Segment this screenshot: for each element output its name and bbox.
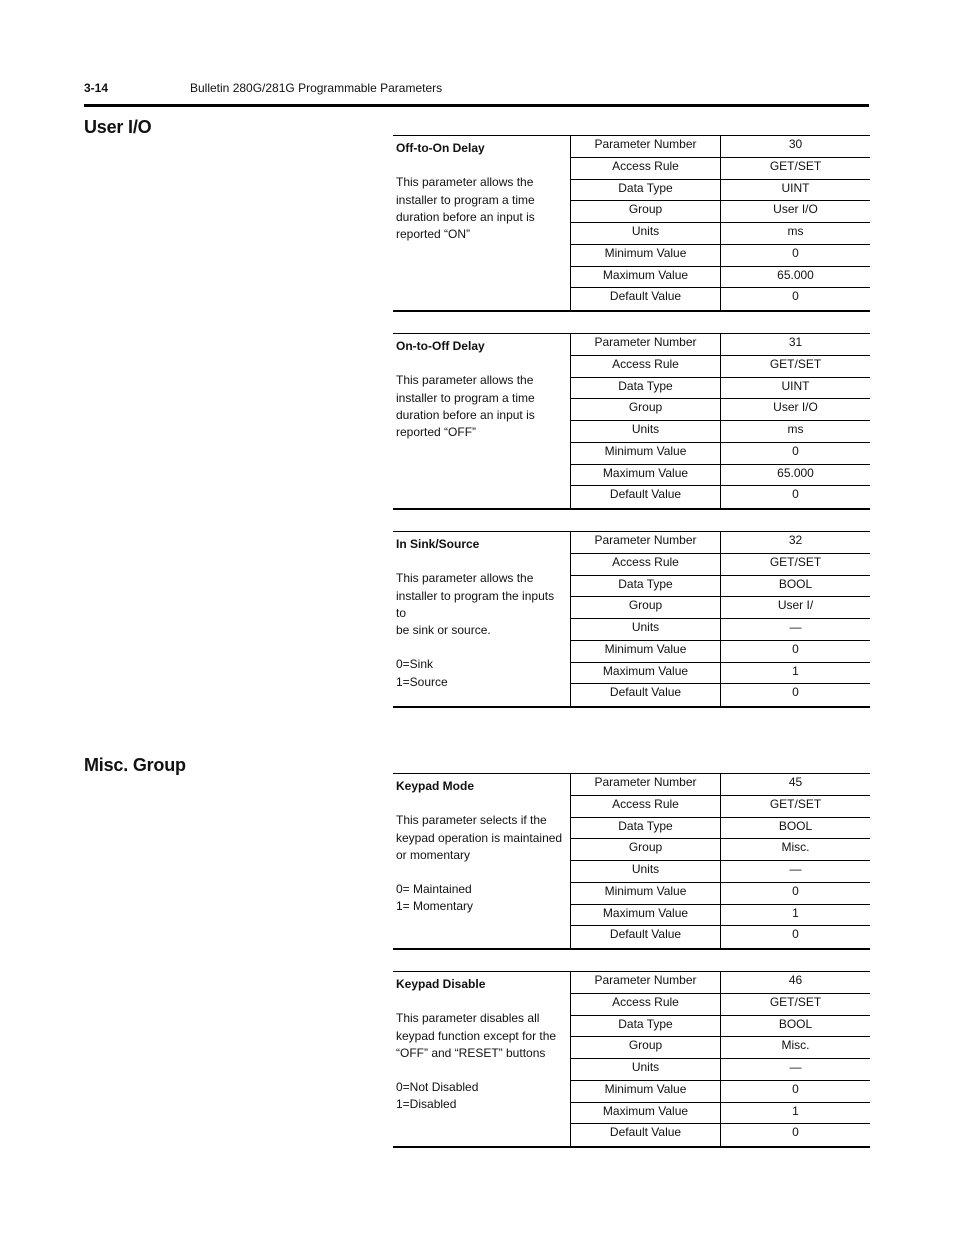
param-row-value: GET/SET <box>769 554 822 569</box>
param-row <box>571 158 870 180</box>
param-row-value: 65.000 <box>777 267 814 282</box>
param-row-value: 1 <box>792 1103 799 1118</box>
param-row-value: 0 <box>792 245 799 260</box>
param-row-value: Misc. <box>781 1038 810 1053</box>
param-description: This parameter allows the installer to program a time duration before an input is reported “OFF” <box>396 373 535 440</box>
param-row-value: 0 <box>792 883 799 898</box>
param-row <box>571 796 870 818</box>
param-row-label: Minimum Value <box>571 883 721 904</box>
param-row <box>571 356 870 378</box>
param-table <box>393 135 870 312</box>
param-name: Off-to-On Delay <box>396 141 485 155</box>
param-row <box>571 378 870 400</box>
param-row <box>571 245 870 267</box>
param-row-value: ms <box>787 224 804 238</box>
param-table <box>393 971 870 1148</box>
param-row-label: Default Value <box>571 486 721 508</box>
param-row <box>571 223 870 245</box>
param-row <box>571 1081 870 1103</box>
section-title-user-io: User I/O <box>84 117 152 137</box>
param-row-value: GET/SET <box>769 158 822 173</box>
param-row <box>571 905 870 927</box>
param-attributes <box>571 774 870 948</box>
param-row-label: Data Type <box>571 576 721 597</box>
param-row-label: Maximum Value <box>571 1103 721 1124</box>
param-description-cell <box>393 136 571 310</box>
param-row-label: Access Rule <box>571 994 721 1015</box>
param-row <box>571 443 870 465</box>
param-table <box>393 773 870 950</box>
param-row-label: Maximum Value <box>571 267 721 288</box>
param-row <box>571 334 870 356</box>
param-row <box>571 1037 870 1059</box>
param-table <box>393 531 870 708</box>
param-row-label: Units <box>571 1059 721 1080</box>
param-row-value: User I/ <box>777 598 814 613</box>
param-row-label: Parameter Number <box>571 136 721 157</box>
param-options: 0= Maintained 1= Momentary <box>396 882 474 914</box>
param-row <box>571 532 870 554</box>
param-row <box>571 1103 870 1125</box>
param-row-label: Minimum Value <box>571 1081 721 1102</box>
param-row <box>571 972 870 994</box>
param-row <box>571 926 870 948</box>
param-description-cell <box>393 774 571 948</box>
param-row <box>571 597 870 619</box>
param-row <box>571 641 870 663</box>
param-description: This parameter selects if the keypad operation is maintained or momentary <box>396 813 563 862</box>
param-row-label: Default Value <box>571 288 721 310</box>
param-row <box>571 818 870 840</box>
param-row-label: Group <box>571 597 721 618</box>
param-row-label: Access Rule <box>571 796 721 817</box>
param-row-label: Data Type <box>571 180 721 201</box>
param-row-label: Data Type <box>571 1016 721 1037</box>
param-row-label: Minimum Value <box>571 443 721 464</box>
param-row <box>571 883 870 905</box>
param-row <box>571 839 870 861</box>
param-row-value: BOOL <box>778 1016 813 1031</box>
param-name: On-to-Off Delay <box>396 339 485 353</box>
param-row <box>571 201 870 223</box>
param-row <box>571 619 870 641</box>
param-attributes <box>571 532 870 706</box>
param-row <box>571 554 870 576</box>
param-row <box>571 684 870 706</box>
param-row-value: User I/O <box>773 400 818 415</box>
param-row-value: 0 <box>792 641 799 656</box>
param-row-value: 0 <box>792 1081 799 1096</box>
param-row-value: BOOL <box>778 576 813 591</box>
param-name: Keypad Disable <box>396 977 486 991</box>
param-row-value: User I/O <box>773 202 818 217</box>
param-name: In Sink/Source <box>396 537 480 551</box>
param-attributes <box>571 972 870 1146</box>
param-row-value: — <box>789 1060 802 1074</box>
param-row-label: Maximum Value <box>571 905 721 926</box>
param-row-label: Default Value <box>571 684 721 706</box>
param-row-label: Group <box>571 201 721 222</box>
running-title: Bulletin 280G/281G Programmable Parameters <box>190 81 443 95</box>
param-row-label: Parameter Number <box>571 972 721 993</box>
param-attributes <box>571 136 870 310</box>
param-row-label: Minimum Value <box>571 641 721 662</box>
param-row-label: Units <box>571 223 721 244</box>
param-row-value: ms <box>787 422 804 436</box>
param-options: 0=Sink 1=Source <box>396 657 448 689</box>
param-row-value: 1 <box>792 663 799 678</box>
param-table <box>393 333 870 510</box>
param-row <box>571 180 870 202</box>
param-row-label: Group <box>571 839 721 860</box>
param-row-value: 46 <box>788 973 803 987</box>
param-row-value: 0 <box>792 685 799 700</box>
param-row-value: UINT <box>781 378 810 393</box>
param-row-value: 31 <box>788 335 803 349</box>
param-row-value: GET/SET <box>769 356 822 371</box>
param-row <box>571 994 870 1016</box>
param-row <box>571 774 870 796</box>
param-row-value: GET/SET <box>769 796 822 811</box>
param-row-value: 30 <box>788 137 803 151</box>
param-description: This parameter allows the installer to program a time duration before an input is reported “ON” <box>396 175 535 242</box>
param-row-value: BOOL <box>778 818 813 833</box>
param-row <box>571 136 870 158</box>
param-row <box>571 861 870 883</box>
param-row-label: Units <box>571 421 721 442</box>
param-row-label: Parameter Number <box>571 532 721 553</box>
param-row <box>571 663 870 685</box>
param-row <box>571 399 870 421</box>
param-row-label: Group <box>571 399 721 420</box>
page-header <box>84 80 869 107</box>
param-description-cell <box>393 334 571 508</box>
param-row-value: — <box>789 862 802 876</box>
param-row-value: 0 <box>792 1125 799 1140</box>
param-row-value: UINT <box>781 180 810 195</box>
param-row <box>571 421 870 443</box>
param-row-label: Default Value <box>571 1124 721 1146</box>
param-row-value: 65.000 <box>777 465 814 480</box>
param-name: Keypad Mode <box>396 779 475 793</box>
param-description: This parameter allows the installer to program the inputs to be sink or source. <box>396 571 555 638</box>
param-row-value: 0 <box>792 443 799 458</box>
param-row-value: 0 <box>792 927 799 942</box>
param-row-value: 1 <box>792 905 799 920</box>
param-row-label: Parameter Number <box>571 774 721 795</box>
page-number: 3-14 <box>84 81 109 95</box>
param-row-value: 45 <box>788 775 803 789</box>
param-row-label: Data Type <box>571 818 721 839</box>
param-row-label: Access Rule <box>571 356 721 377</box>
param-row <box>571 486 870 508</box>
param-options: 0=Not Disabled 1=Disabled <box>396 1080 479 1112</box>
param-row-value: — <box>789 620 802 634</box>
param-row-label: Default Value <box>571 926 721 948</box>
param-row-label: Maximum Value <box>571 465 721 486</box>
param-row-label: Parameter Number <box>571 334 721 355</box>
param-description-cell <box>393 532 571 706</box>
section-title-misc-group: Misc. Group <box>84 755 186 775</box>
param-row-value: GET/SET <box>769 994 822 1009</box>
param-row-label: Maximum Value <box>571 663 721 684</box>
param-row-label: Data Type <box>571 378 721 399</box>
param-row-label: Access Rule <box>571 554 721 575</box>
param-row-value: Misc. <box>781 840 810 855</box>
param-description: This parameter disables all keypad function except for the “OFF” and “RESET” buttons <box>396 1011 557 1060</box>
param-row-value: 32 <box>788 533 803 547</box>
param-description-cell <box>393 972 571 1146</box>
param-row <box>571 1124 870 1146</box>
param-row <box>571 465 870 487</box>
param-row <box>571 1059 870 1081</box>
param-row <box>571 576 870 598</box>
param-row-label: Access Rule <box>571 158 721 179</box>
param-row-value: 0 <box>792 289 799 304</box>
param-attributes <box>571 334 870 508</box>
param-row <box>571 267 870 289</box>
param-row-label: Minimum Value <box>571 245 721 266</box>
param-row-value: 0 <box>792 487 799 502</box>
param-row <box>571 1016 870 1038</box>
param-row <box>571 288 870 310</box>
param-row-label: Group <box>571 1037 721 1058</box>
param-row-label: Units <box>571 619 721 640</box>
param-row-label: Units <box>571 861 721 882</box>
